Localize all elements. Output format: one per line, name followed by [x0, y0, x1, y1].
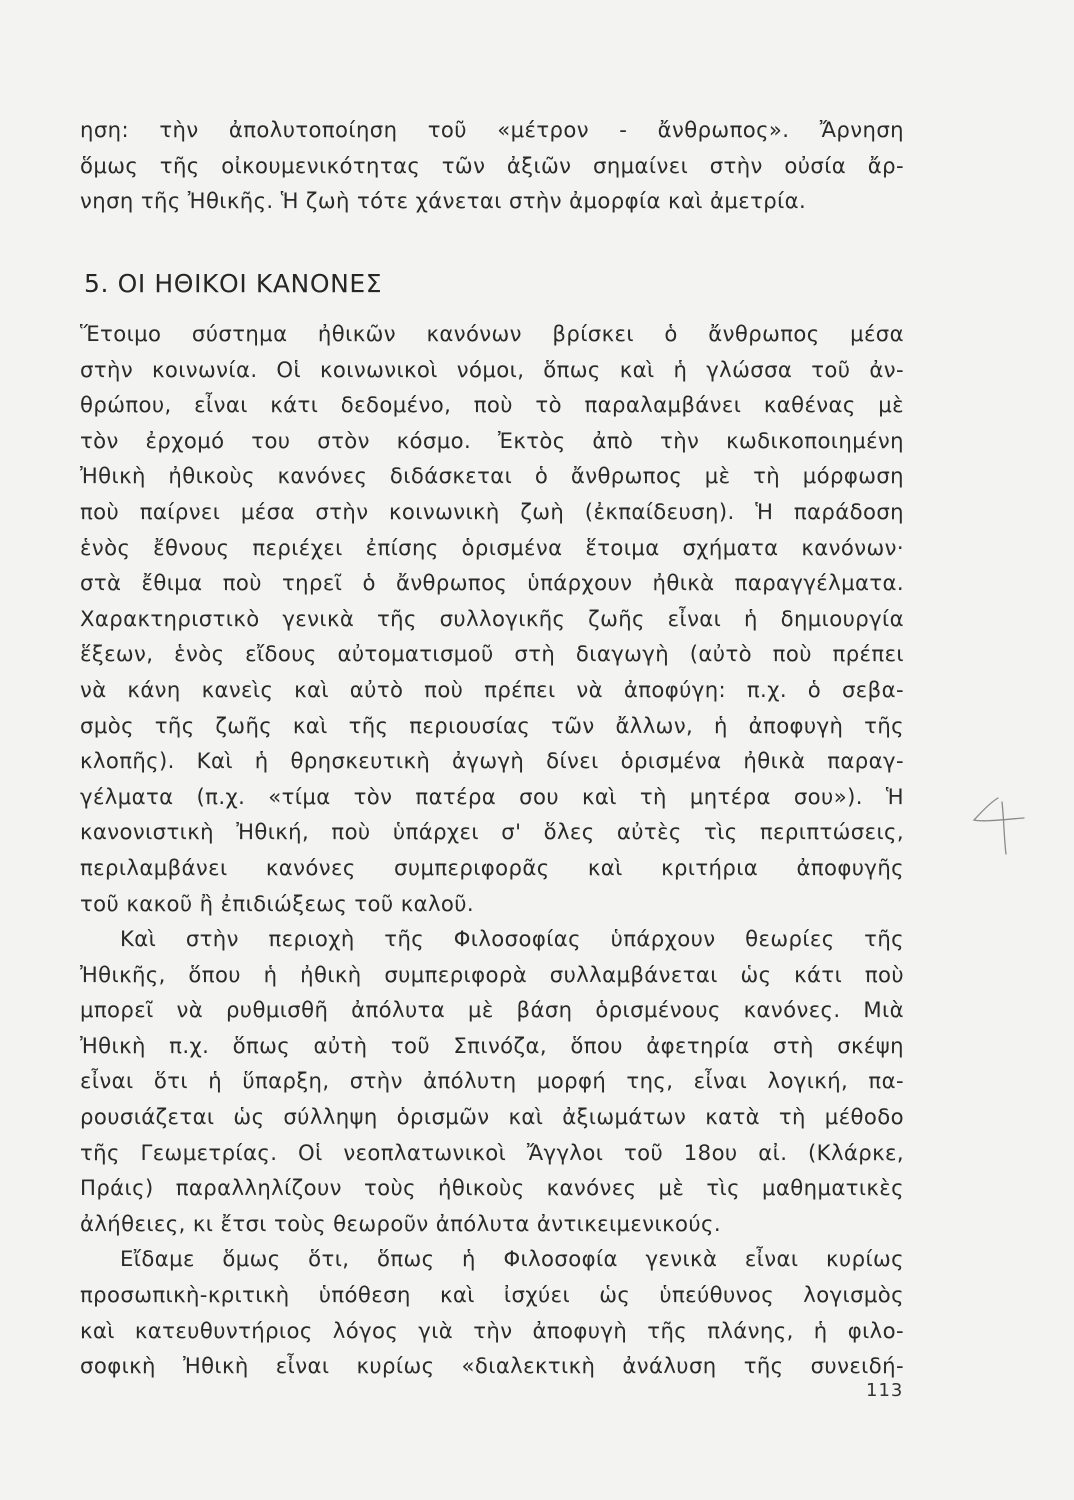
text-line: σοφικὴ Ἠθικὴ εἶναι κυρίως «διαλεκτικὴ ἀνάλυση τῆς συνειδή- [80, 1353, 904, 1379]
text-line: θρώπου, εἶναι κάτι δεδομένο, ποὺ τὸ παραλαμβάνει καθένας μὲ [80, 392, 904, 418]
text-line: σμὸς τῆς ζωῆς καὶ τῆς περιουσίας τῶν ἄλλων, ἡ ἀποφυγὴ τῆς [80, 712, 904, 738]
text-line: ὅμως τῆς οἰκουμενικότητας τῶν ἀξιῶν σημαίνει στὴν οὐσία ἄρ- [80, 152, 904, 178]
text-line: Χαρακτηριστικὸ γενικὰ τῆς συλλογικῆς ζωῆς εἶναι ἡ δημιουργία [80, 605, 904, 631]
text-line: περιλαμβάνει κανόνες συμπεριφορᾶς καὶ κριτήρια ἀποφυγῆς [80, 854, 904, 880]
text-line: Ἠθικὴ π.χ. ὅπως αὐτὴ τοῦ Σπινόζα, ὅπου ἀφετηρία στὴ σκέψη [80, 1032, 904, 1058]
page-number: 113 [866, 1380, 904, 1401]
text-line: Ἕτοιμο σύστημα ἠθικῶν κανόνων βρίσκει ὁ ἄνθρωπος μέσα [80, 321, 904, 346]
text-line: ηση: τὴν ἀπολυτοποίηση τοῦ «μέτρον - ἄνθρωπος». Ἄρνηση [80, 117, 904, 142]
text-line: στὴν κοινωνία. Οἱ κοινωνικοὶ νόμοι, ὅπως καὶ ἡ γλώσσα τοῦ ἀν- [80, 356, 904, 382]
text-line: εἶναι ὅτι ἡ ὕπαρξη, στὴν ἀπόλυτη μορφή της, εἶναι λογική, πα- [80, 1068, 904, 1094]
text-line: τοῦ κακοῦ ἢ ἐπιδιώξεως τοῦ καλοῦ. [80, 890, 475, 916]
text-line: Ἠθικὴ ἠθικοὺς κανόνες διδάσκεται ὁ ἄνθρωπος μὲ τὴ μόρφωση [80, 463, 904, 489]
text-line: νὰ κάνη κανεὶς καὶ αὐτὸ ποὺ πρέπει νὰ ἀποφύγη: π.χ. ὁ σεβα- [80, 676, 904, 702]
text-line: καὶ κατευθυντήριος λόγος γιὰ τὴν ἀποφυγὴ τῆς πλάνης, ἡ φιλο- [80, 1317, 904, 1343]
text-line: νηση τῆς Ἠθικῆς. Ἡ ζωὴ τότε χάνεται στὴν ἀμορφία καὶ ἀμετρία. [80, 188, 807, 214]
text-line: ἕξεων, ἑνὸς εἴδους αὐτοματισμοῦ στὴ διαγωγὴ (αὐτὸ ποὺ πρέπει [80, 641, 904, 667]
main-text [80, 316, 904, 1384]
text-line: γέλματα (π.χ. «τίμα τὸν πατέρα σου καὶ τὴ μητέρα σου»). Ἡ [80, 783, 904, 809]
text-line: ποὺ παίρνει μέσα στὴν κοινωνικὴ ζωὴ (ἐκπαίδευση). Ἡ παράδοση [80, 498, 904, 524]
text-line: ἀλήθειες, κι ἔτσι τοὺς θεωροῦν ἀπόλυτα ἀντικειμενικούς. [80, 1210, 721, 1236]
text-line: Πράις) παραλληλίζουν τοὺς ἠθικοὺς κανόνες μὲ τὶς μαθηματικὲς [80, 1175, 904, 1201]
text-line: Καὶ στὴν περιοχὴ τῆς Φιλοσοφίας ὑπάρχουν θεωρίες τῆς [120, 926, 904, 952]
handwritten-margin-mark [968, 790, 1038, 860]
text-line: Εἴδαμε ὅμως ὅτι, ὅπως ἡ Φιλοσοφία γενικὰ εἶναι κυρίως [120, 1246, 904, 1272]
text-line: προσωπικὴ-κριτικὴ ὑπόθεση καὶ ἰσχύει ὡς ὑπεύθυνος λογισμὸς [80, 1282, 904, 1308]
text-line: Ἠθικῆς, ὅπου ἡ ἠθικὴ συμπεριφορὰ συλλαμβάνεται ὡς κάτι ποὺ [80, 961, 904, 987]
text-line: τῆς Γεωμετρίας. Οἱ νεοπλατωνικοὶ Ἄγγλοι τοῦ 18ου αἰ. (Κλάρκε, [80, 1139, 904, 1165]
text-line: κανονιστικὴ Ἠθική, ποὺ ὑπάρχει σ' ὅλες αὐτὲς τὶς περιπτώσεις, [80, 819, 904, 845]
intro-paragraph [80, 112, 904, 219]
text-line: τὸν ἐρχομό του στὸν κόσμο. Ἐκτὸς ἀπὸ τὴν κωδικοποιημένη [80, 427, 904, 453]
text-line: μπορεῖ νὰ ρυθμισθῆ ἀπόλυτα μὲ βάση ὁρισμένους κανόνες. Μιὰ [80, 997, 904, 1023]
text-line: κλοπῆς). Καὶ ἡ θρησκευτικὴ ἀγωγὴ δίνει ὁρισμένα ἠθικὰ παραγ- [80, 748, 904, 774]
text-line: στὰ ἔθιμα ποὺ τηρεῖ ὁ ἄνθρωπος ὑπάρχουν ἠθικὰ παραγγέλματα. [80, 570, 904, 596]
section-heading: 5. ΟΙ ΗΘΙΚΟΙ ΚΑΝΟΝΕΣ [84, 269, 383, 298]
text-line: ρουσιάζεται ὡς σύλληψη ὁρισμῶν καὶ ἀξιωμάτων κατὰ τὴ μέθοδο [80, 1104, 904, 1130]
text-line: ἑνὸς ἔθνους περιέχει ἐπίσης ὁρισμένα ἕτοιμα σχήματα κανόνων· [80, 534, 904, 560]
